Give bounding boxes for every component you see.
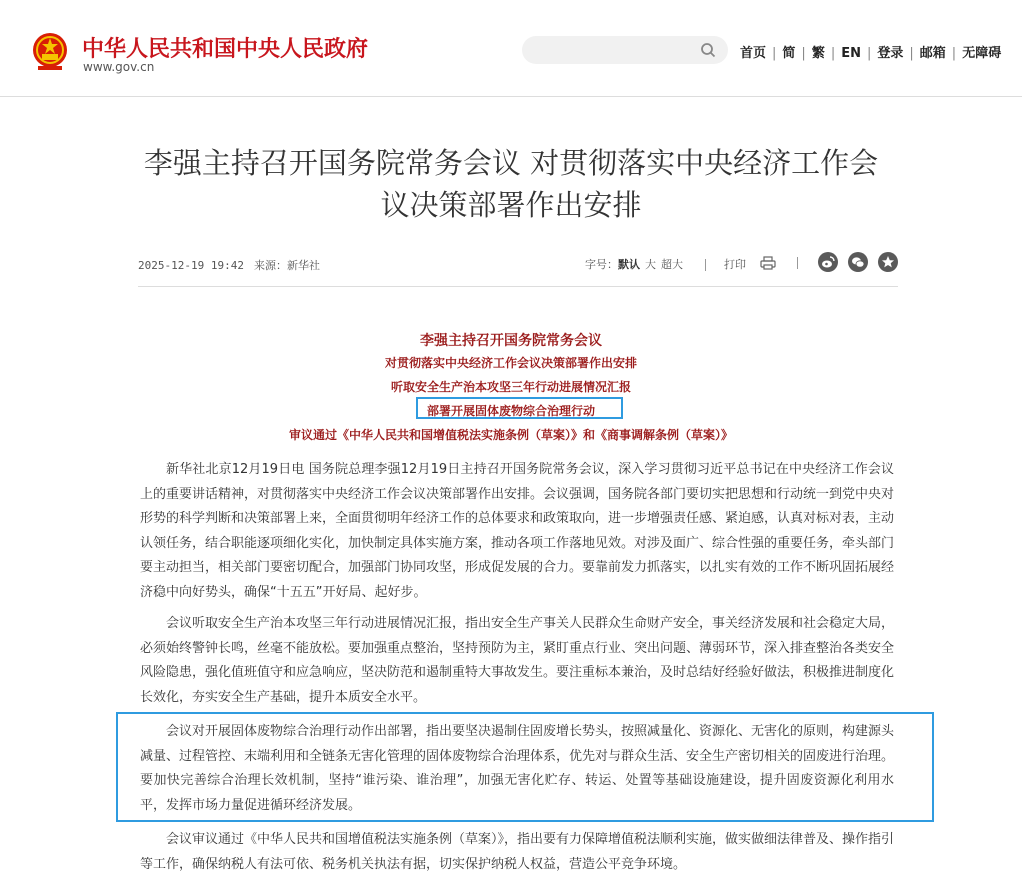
nav-traditional[interactable]: 繁 [811, 46, 825, 61]
print-label[interactable]: 打印 [724, 258, 746, 271]
top-nav: 首页 | 简 | 繁 | EN | 登录 | 邮箱 | 无障碍 [740, 46, 1002, 61]
search-input[interactable] [534, 40, 698, 62]
favorite-icon[interactable] [878, 252, 898, 272]
search-icon[interactable] [700, 42, 716, 58]
nav-login[interactable]: 登录 [877, 46, 904, 61]
site-header [0, 0, 1022, 97]
headline-3: 听取安全生产治本攻坚三年行动进展情况汇报 [390, 380, 631, 394]
headline-1: 李强主持召开国务院常务会议 [420, 333, 602, 349]
nav-accessibility[interactable]: 无障碍 [962, 46, 1002, 61]
font-size-xlarge[interactable]: 超大 [661, 258, 683, 271]
paragraph-highlight-box [116, 712, 934, 822]
headline-4: 部署开展固体废物综合治理行动 [426, 404, 595, 418]
nav-simplified[interactable]: 简 [782, 46, 796, 61]
article-tools [585, 256, 746, 272]
print-icon[interactable] [760, 256, 776, 270]
article-title: 李强主持召开国务院常务会议 对贯彻落实中央经济工作会议决策部署作出安排 [143, 146, 879, 222]
wechat-icon[interactable] [848, 252, 868, 272]
paragraph-4: 会议审议通过《中华人民共和国增值税法实施条例（草案）》，指出要有力保障增值税法顺利实施，做实做细法律普及、操作指引等工作，确保纳税人有法可依、税务机关执法有据，切实保护纳税人权益，营造公平竞争环境。 [140, 832, 895, 872]
headline-2: 对贯彻落实中央经济工作会议决策部署作出安排 [384, 356, 637, 370]
site-url: www.gov.cn [83, 60, 155, 74]
weibo-icon[interactable] [818, 252, 838, 272]
article-meta [138, 257, 320, 273]
nav-english[interactable]: EN [841, 46, 861, 61]
paragraph-1: 新华社北京12月19日电 国务院总理李强12月19日主持召开国务院常务会议，深入学习贯彻习近平总书记在中央经济工作会议上的重要讲话精神，对贯彻落实中央经济工作会议决策部署作出安排。会议强调，国务院各部门要切实把思想和行动统一到党中央对形势的科学判断和决策部署上来，全面贯彻明年经济工作的总体要求和政策取向，进一步增强责任感、紧迫感，认真对标对表，主动认领任务，结合职能逐项细化实化，加快制定具体实施方案，推动各项工作落地见效。对涉及面广、综合性强的重要任务，牵头部门要主动担当，相关部门要密切配合，加强部门协同攻坚，形成促发展的合力。要靠前发力抓落实，以扎实有效的工作不断巩固拓展经济稳中向好势头，确保“十五五”开好局、起好步。 [140, 462, 895, 600]
paragraph-3: 会议对开展固体废物综合治理行动作出部署，指出要坚决遏制住固废增长势头，按照减量化、资源化、无害化的原则，构建源头减量、过程管控、末端利用和全链条无害化管理的固体废物综合治理体系，优先对与群众生活、安全生产密切相关的固废进行治理。要加快完善综合治理长效机制，坚持“谁污染、谁治理”，加强无害化贮存、转运、处置等基础设施建设，提升固废资源化利用水平，发挥市场力量促进循环经济发展。 [140, 724, 895, 813]
nav-home[interactable]: 首页 [740, 46, 767, 61]
search-box [522, 36, 728, 64]
meta-divider [797, 257, 798, 269]
font-size-label: 字号： [585, 258, 618, 271]
headline-5: 审议通过《中华人民共和国增值税法实施条例（草案）》和《商事调解条例（草案）》 [288, 428, 733, 442]
meta-divider-line [138, 286, 898, 287]
article-datetime: 2025-12-19 19:42 [138, 259, 244, 272]
national-emblem-icon[interactable] [30, 30, 70, 72]
font-size-large[interactable]: 大 [645, 258, 656, 271]
article-source: 来源：新华社 [253, 259, 320, 272]
site-name[interactable]: 中华人民共和国中央人民政府 [82, 37, 369, 62]
nav-mail[interactable]: 邮箱 [919, 46, 946, 61]
font-size-default[interactable]: 默认 [618, 258, 640, 271]
headline-highlight-box [416, 397, 623, 419]
paragraph-2: 会议听取安全生产治本攻坚三年行动进展情况汇报，指出安全生产事关人民群众生命财产安全，事关经济发展和社会稳定大局，必须始终警钟长鸣，丝毫不能放松。要加强重点整治，坚持预防为主，紧盯重点行业、突出问题、薄弱环节，深入排查整治各类安全风险隐患，强化值班值守和应急响应，坚决防范和遏制重特大事故发生。要注重标本兼治，及时总结好经验好做法，积极推进制度化长效化，夯实安全生产基础，提升本质安全水平。 [140, 616, 895, 705]
